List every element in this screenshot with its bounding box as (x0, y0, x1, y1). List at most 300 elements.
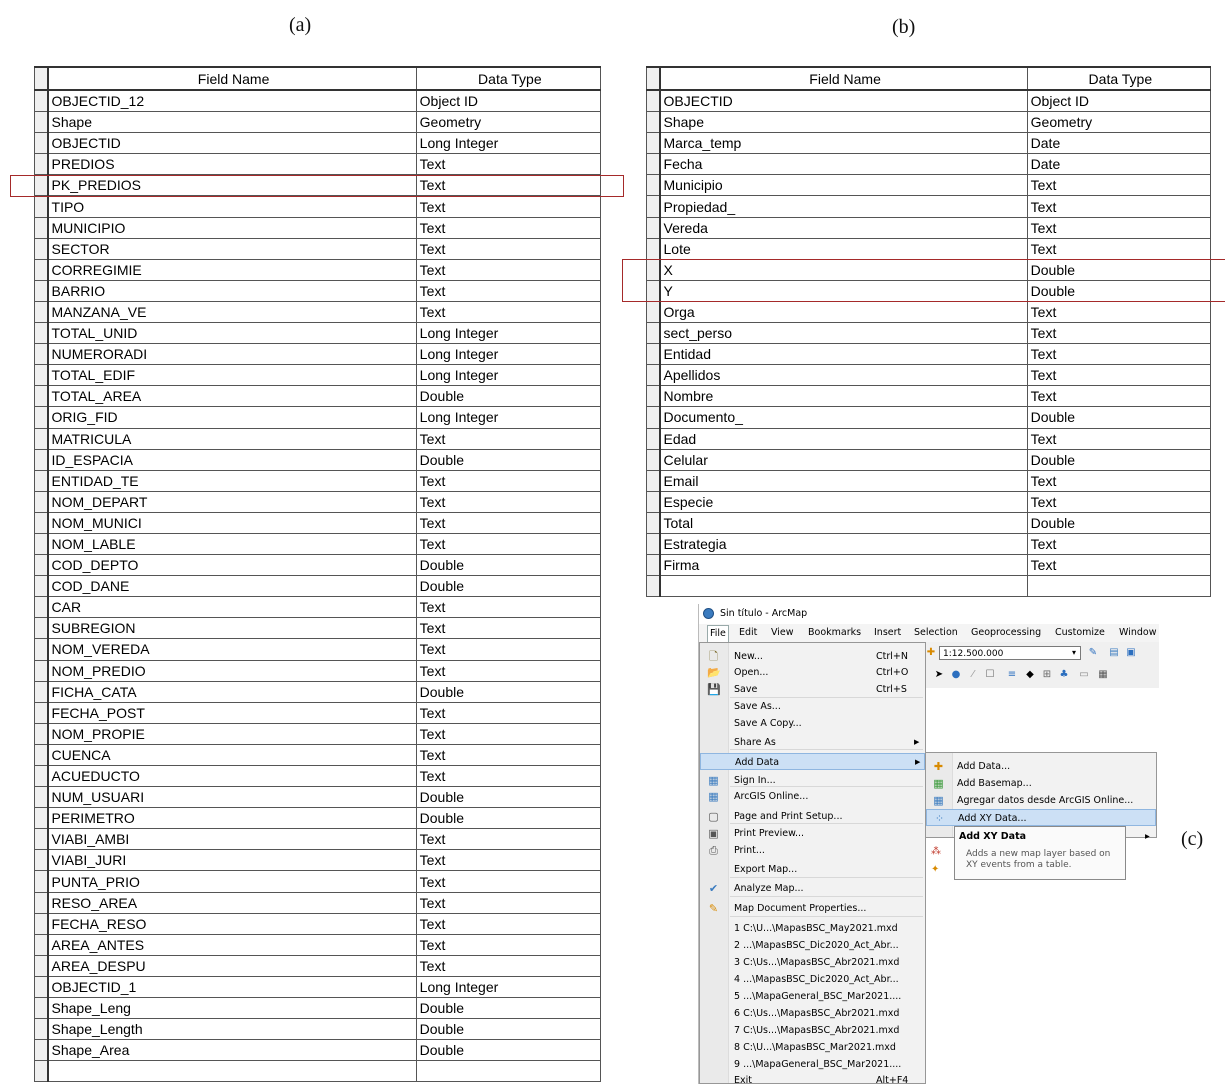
data-type-cell[interactable]: Long Integer (416, 133, 600, 154)
field-name-cell[interactable]: Estrategia (660, 533, 1028, 554)
table-row[interactable] (35, 470, 601, 491)
data-type-cell[interactable]: Text (1027, 470, 1210, 491)
table-row[interactable] (35, 766, 601, 787)
field-name-cell[interactable]: Especie (660, 491, 1028, 512)
table-row[interactable] (35, 428, 601, 449)
data-type-cell[interactable]: Text (1027, 428, 1210, 449)
file-menu-item-open[interactable] (700, 664, 925, 681)
row-selector[interactable] (647, 512, 660, 533)
data-type-cell[interactable]: Double (416, 998, 600, 1019)
file-menu-item-map-document-properties[interactable] (700, 900, 925, 917)
field-name-cell[interactable]: NOM_MUNICI (48, 512, 417, 533)
table-row[interactable] (647, 512, 1211, 533)
row-selector[interactable] (35, 976, 48, 997)
table-row[interactable] (35, 112, 601, 133)
row-selector[interactable] (35, 618, 48, 639)
file-menu-item-exit[interactable] (700, 1072, 925, 1084)
data-type-cell[interactable]: Text (416, 660, 600, 681)
field-name-cell[interactable]: PREDIOS (48, 154, 417, 175)
row-selector[interactable] (35, 112, 48, 133)
menu-insert[interactable]: Insert (874, 627, 902, 638)
field-name-cell[interactable]: Shape (660, 112, 1028, 133)
row-selector[interactable] (35, 196, 48, 217)
data-type-cell[interactable]: Double (1027, 449, 1210, 470)
table-row[interactable] (647, 112, 1211, 133)
row-selector[interactable] (35, 744, 48, 765)
data-type-cell[interactable]: Long Integer (416, 365, 600, 386)
row-selector[interactable] (35, 850, 48, 871)
file-menu-item-8-c-u-mapasbsc-mar2021-mxd[interactable] (700, 1039, 925, 1056)
route-events-icon[interactable]: ⁂ (931, 846, 941, 857)
field-name-cell[interactable]: NOM_LABLE (48, 533, 417, 554)
field-name-cell[interactable]: Celular (660, 449, 1028, 470)
file-menu-item-6-c-us-mapasbsc-abr2021-mxd[interactable] (700, 1005, 925, 1022)
field-name-cell[interactable]: Edad (660, 428, 1028, 449)
field-name-cell[interactable]: PERIMETRO (48, 808, 417, 829)
file-menu-item-analyze-map[interactable] (700, 880, 925, 897)
data-type-cell[interactable]: Text (1027, 365, 1210, 386)
row-selector[interactable] (35, 1061, 48, 1082)
data-type-cell[interactable]: Text (1027, 196, 1210, 217)
field-name-cell[interactable]: NUMERORADI (48, 344, 417, 365)
row-selector[interactable] (35, 892, 48, 913)
table-row[interactable] (647, 344, 1211, 365)
field-name-cell[interactable]: FECHA_RESO (48, 913, 417, 934)
field-name-cell[interactable]: Fecha (660, 154, 1028, 175)
field-name-cell[interactable]: AREA_DESPU (48, 955, 417, 976)
data-type-cell[interactable]: Text (416, 871, 600, 892)
row-selector[interactable] (647, 576, 660, 597)
file-menu-item-new[interactable] (700, 648, 925, 665)
row-selector[interactable] (647, 217, 660, 238)
data-type-cell[interactable] (416, 1061, 600, 1082)
data-type-cell[interactable]: Long Integer (416, 407, 600, 428)
data-type-cell[interactable]: Text (416, 217, 600, 238)
data-type-cell[interactable]: Double (416, 808, 600, 829)
row-selector[interactable] (647, 90, 660, 112)
table-row[interactable] (647, 259, 1211, 280)
data-type-cell[interactable]: Text (416, 829, 600, 850)
row-selector-header[interactable] (647, 67, 660, 90)
field-name-cell[interactable]: NOM_DEPART (48, 491, 417, 512)
table-row[interactable] (647, 449, 1211, 470)
field-name-cell[interactable]: Total (660, 512, 1028, 533)
data-type-cell[interactable]: Text (1027, 217, 1210, 238)
data-type-cell[interactable]: Geometry (1027, 112, 1210, 133)
table-row[interactable] (35, 913, 601, 934)
data-type-cell[interactable]: Text (416, 723, 600, 744)
file-menu-item-add-data[interactable] (700, 753, 925, 770)
field-name-cell[interactable]: Marca_temp (660, 133, 1028, 154)
data-type-cell[interactable]: Double (1027, 512, 1210, 533)
table-row[interactable] (35, 365, 601, 386)
file-menu-item-5-mapageneral-bsc-mar2021[interactable] (700, 988, 925, 1005)
field-name-cell[interactable]: Shape_Area (48, 1040, 417, 1061)
data-type-cell[interactable]: Double (1027, 407, 1210, 428)
table-row[interactable] (35, 1019, 601, 1040)
row-selector[interactable] (35, 280, 48, 301)
row-selector[interactable] (35, 133, 48, 154)
field-name-cell[interactable]: Municipio (660, 175, 1028, 196)
find-icon[interactable]: ◆ (1026, 669, 1034, 680)
add-data-icon[interactable]: ✚ (926, 647, 936, 658)
table-row[interactable] (35, 681, 601, 702)
table-row[interactable] (35, 998, 601, 1019)
field-name-cell[interactable]: MUNICIPIO (48, 217, 417, 238)
field-name-cell[interactable]: ID_ESPACIA (48, 449, 417, 470)
row-selector[interactable] (35, 1040, 48, 1061)
field-name-cell[interactable]: CUENCA (48, 744, 417, 765)
row-selector[interactable] (647, 470, 660, 491)
table-row[interactable] (35, 576, 601, 597)
measure-icon[interactable]: ≡ (1007, 669, 1017, 680)
field-name-cell[interactable]: Email (660, 470, 1028, 491)
menu-customize[interactable]: Customize (1055, 627, 1105, 638)
menu-bookmarks[interactable]: Bookmarks (808, 627, 862, 638)
query-layer-icon[interactable]: ✦ (931, 864, 940, 875)
row-selector[interactable] (35, 702, 48, 723)
field-name-cell[interactable]: TOTAL_AREA (48, 386, 417, 407)
data-type-cell[interactable]: Text (416, 470, 600, 491)
field-name-cell[interactable]: OBJECTID_12 (48, 90, 417, 112)
hyperlink-icon[interactable]: ☐ (985, 669, 995, 680)
table-row[interactable] (35, 217, 601, 238)
field-name-cell[interactable]: TOTAL_UNID (48, 323, 417, 344)
field-name-cell[interactable]: Shape_Length (48, 1019, 417, 1040)
row-selector[interactable] (35, 998, 48, 1019)
file-menu-item-print-preview[interactable] (700, 825, 925, 842)
row-selector[interactable] (35, 871, 48, 892)
field-name-cell[interactable]: ACUEDUCTO (48, 766, 417, 787)
row-selector[interactable] (35, 470, 48, 491)
file-menu-item-1-c-u-mapasbsc-may2021-mxd[interactable] (700, 920, 925, 937)
table-row[interactable] (647, 386, 1211, 407)
table-row[interactable] (35, 702, 601, 723)
table-row[interactable] (647, 491, 1211, 512)
table-row[interactable] (647, 428, 1211, 449)
file-menu-item-save-as[interactable] (700, 698, 925, 715)
menu-edit[interactable]: Edit (739, 627, 758, 638)
table-row[interactable] (647, 323, 1211, 344)
field-name-cell[interactable]: Vereda (660, 217, 1028, 238)
column-header-field-name[interactable]: Field Name (48, 67, 417, 90)
data-type-cell[interactable]: Text (416, 154, 600, 175)
data-type-cell[interactable]: Object ID (416, 90, 600, 112)
field-name-cell[interactable]: BARRIO (48, 280, 417, 301)
submenu-item-add-data[interactable] (926, 758, 1156, 775)
create-viewer-window-icon[interactable]: ▦ (1098, 669, 1108, 680)
field-name-cell[interactable]: RESO_AREA (48, 892, 417, 913)
go-to-xy-icon[interactable]: ♣ (1059, 669, 1069, 680)
file-menu-item-2-mapasbsc-dic2020-act-abr[interactable] (700, 937, 925, 954)
file-menu-item-export-map[interactable] (700, 861, 925, 878)
table-row[interactable] (35, 787, 601, 808)
data-type-cell[interactable]: Long Integer (416, 976, 600, 997)
data-type-cell[interactable]: Date (1027, 154, 1210, 175)
data-type-cell[interactable]: Text (416, 618, 600, 639)
editor-toolbar-icon[interactable]: ✎ (1088, 647, 1098, 658)
row-selector[interactable] (35, 1019, 48, 1040)
row-selector[interactable] (35, 90, 48, 112)
table-row[interactable] (35, 744, 601, 765)
data-type-cell[interactable]: Double (1027, 259, 1210, 280)
table-row[interactable] (35, 491, 601, 512)
row-selector[interactable] (647, 491, 660, 512)
row-selector[interactable] (647, 301, 660, 322)
submenu-item-agregar-datos-desde-arcgis-online[interactable] (926, 792, 1156, 809)
field-name-cell[interactable]: X (660, 259, 1028, 280)
table-row[interactable] (647, 280, 1211, 301)
data-type-cell[interactable]: Text (416, 597, 600, 618)
data-type-cell[interactable]: Double (416, 1019, 600, 1040)
row-selector[interactable] (35, 576, 48, 597)
data-type-cell[interactable]: Geometry (416, 112, 600, 133)
data-type-cell[interactable]: Text (1027, 491, 1210, 512)
row-selector[interactable] (647, 133, 660, 154)
table-row[interactable] (35, 449, 601, 470)
table-row[interactable] (35, 90, 601, 112)
data-type-cell[interactable]: Text (1027, 238, 1210, 259)
row-selector[interactable] (35, 555, 48, 576)
data-type-cell[interactable]: Text (416, 196, 600, 217)
row-selector[interactable] (647, 238, 660, 259)
table-row[interactable] (35, 934, 601, 955)
table-row[interactable] (647, 407, 1211, 428)
table-row[interactable] (647, 217, 1211, 238)
field-name-cell[interactable]: sect_perso (660, 323, 1028, 344)
field-name-cell[interactable]: PK_PREDIOS (48, 175, 417, 196)
table-row[interactable] (647, 470, 1211, 491)
row-selector[interactable] (35, 301, 48, 322)
time-slider-icon[interactable]: ▭ (1079, 669, 1089, 680)
table-row[interactable] (35, 829, 601, 850)
data-type-cell[interactable]: Double (416, 576, 600, 597)
data-type-cell[interactable]: Long Integer (416, 344, 600, 365)
row-selector[interactable] (35, 512, 48, 533)
row-selector[interactable] (35, 491, 48, 512)
field-name-cell[interactable]: Lote (660, 238, 1028, 259)
field-name-cell[interactable]: AREA_ANTES (48, 934, 417, 955)
row-selector[interactable] (35, 217, 48, 238)
row-selector[interactable] (35, 955, 48, 976)
data-type-cell[interactable]: Text (416, 428, 600, 449)
data-type-cell[interactable]: Double (416, 1040, 600, 1061)
menu-view[interactable]: View (771, 627, 794, 638)
column-header-field-name[interactable]: Field Name (660, 67, 1028, 90)
row-selector[interactable] (647, 386, 660, 407)
field-name-cell[interactable]: ORIG_FID (48, 407, 417, 428)
row-selector[interactable] (35, 407, 48, 428)
table-row[interactable] (647, 238, 1211, 259)
row-selector[interactable] (647, 280, 660, 301)
column-header-data-type[interactable]: Data Type (416, 67, 600, 90)
file-menu-item-3-c-us-mapasbsc-abr2021-mxd[interactable] (700, 954, 925, 971)
table-row[interactable] (35, 597, 601, 618)
table-row[interactable] (35, 892, 601, 913)
row-selector[interactable] (35, 829, 48, 850)
menu-file[interactable]: File (707, 625, 729, 643)
data-type-cell[interactable]: Text (1027, 344, 1210, 365)
row-selector[interactable] (35, 723, 48, 744)
menu-selection[interactable]: Selection (914, 627, 958, 638)
table-row[interactable] (35, 618, 601, 639)
data-type-cell[interactable]: Text (416, 533, 600, 554)
data-type-cell[interactable]: Text (416, 766, 600, 787)
field-name-cell[interactable]: NOM_PROPIE (48, 723, 417, 744)
field-name-cell[interactable]: Entidad (660, 344, 1028, 365)
table-row[interactable] (35, 386, 601, 407)
row-selector[interactable] (35, 766, 48, 787)
row-selector[interactable] (647, 365, 660, 386)
row-selector[interactable] (35, 533, 48, 554)
table-row[interactable] (647, 555, 1211, 576)
table-row[interactable] (35, 1040, 601, 1061)
table-row[interactable] (35, 850, 601, 871)
table-row[interactable] (35, 259, 601, 280)
file-menu-item-9-mapageneral-bsc-mar2021[interactable] (700, 1056, 925, 1073)
row-selector[interactable] (35, 660, 48, 681)
data-type-cell[interactable]: Double (416, 681, 600, 702)
row-selector[interactable] (35, 386, 48, 407)
field-name-cell[interactable]: NOM_PREDIO (48, 660, 417, 681)
table-row[interactable] (35, 344, 601, 365)
field-name-cell[interactable]: COD_DEPTO (48, 555, 417, 576)
table-row[interactable] (35, 407, 601, 428)
row-selector[interactable] (35, 323, 48, 344)
field-name-cell[interactable]: CORREGIMIE (48, 259, 417, 280)
field-name-cell[interactable]: FICHA_CATA (48, 681, 417, 702)
data-type-cell[interactable]: Double (416, 386, 600, 407)
table-row[interactable] (35, 871, 601, 892)
table-row[interactable] (35, 533, 601, 554)
data-type-cell[interactable]: Text (416, 934, 600, 955)
row-selector[interactable] (647, 259, 660, 280)
row-selector[interactable] (35, 259, 48, 280)
table-row[interactable] (647, 133, 1211, 154)
row-selector[interactable] (35, 597, 48, 618)
table-row[interactable] (647, 154, 1211, 175)
field-name-cell[interactable]: NUM_USUARI (48, 787, 417, 808)
row-selector[interactable] (35, 913, 48, 934)
table-row[interactable] (35, 175, 601, 196)
data-type-cell[interactable]: Text (1027, 386, 1210, 407)
table-row[interactable] (647, 175, 1211, 196)
row-selector[interactable] (35, 428, 48, 449)
data-type-cell[interactable]: Text (416, 259, 600, 280)
data-type-cell[interactable]: Text (1027, 555, 1210, 576)
field-name-cell[interactable]: NOM_VEREDA (48, 639, 417, 660)
file-menu-item-7-c-us-mapasbsc-abr2021-mxd[interactable] (700, 1022, 925, 1039)
file-menu-item-print[interactable] (700, 842, 925, 859)
table-row[interactable] (647, 576, 1211, 597)
data-type-cell[interactable]: Text (1027, 301, 1210, 322)
field-name-cell[interactable]: Shape_Leng (48, 998, 417, 1019)
data-type-cell[interactable]: Text (416, 238, 600, 259)
data-type-cell[interactable]: Text (416, 639, 600, 660)
row-selector[interactable] (35, 787, 48, 808)
field-name-cell[interactable] (660, 576, 1028, 597)
data-type-cell[interactable]: Text (416, 301, 600, 322)
row-selector[interactable] (35, 639, 48, 660)
row-selector[interactable] (35, 808, 48, 829)
data-type-cell[interactable]: Double (416, 449, 600, 470)
row-selector[interactable] (647, 533, 660, 554)
field-name-cell[interactable]: VIABI_JURI (48, 850, 417, 871)
data-type-cell[interactable]: Double (416, 787, 600, 808)
field-name-cell[interactable]: PUNTA_PRIO (48, 871, 417, 892)
row-selector[interactable] (647, 344, 660, 365)
field-name-cell[interactable]: TOTAL_EDIF (48, 365, 417, 386)
file-menu-item-arcgis-online[interactable] (700, 788, 925, 805)
html-popup-icon[interactable]: ⁄ (972, 669, 974, 680)
row-selector[interactable] (647, 323, 660, 344)
catalog-icon[interactable]: ▣ (1126, 647, 1136, 658)
data-type-cell[interactable]: Double (1027, 280, 1210, 301)
map-scale-dropdown[interactable]: 1:12.500.000 (939, 646, 1081, 660)
file-menu-item-save-a-copy[interactable] (700, 715, 925, 732)
field-name-cell[interactable]: Orga (660, 301, 1028, 322)
field-name-cell[interactable]: OBJECTID (48, 133, 417, 154)
field-name-cell[interactable]: OBJECTID (660, 90, 1028, 112)
table-row[interactable] (35, 301, 601, 322)
menu-geoprocessing[interactable]: Geoprocessing (971, 627, 1042, 638)
field-name-cell[interactable]: Documento_ (660, 407, 1028, 428)
table-row[interactable] (647, 90, 1211, 112)
data-type-cell[interactable]: Text (416, 702, 600, 723)
row-selector[interactable] (647, 407, 660, 428)
row-selector[interactable] (647, 112, 660, 133)
data-type-cell[interactable]: Text (416, 175, 600, 196)
table-row[interactable] (35, 512, 601, 533)
row-selector[interactable] (35, 344, 48, 365)
submenu-item-add-xy-data[interactable] (926, 809, 1156, 826)
data-type-cell[interactable]: Text (416, 491, 600, 512)
data-type-cell[interactable]: Date (1027, 133, 1210, 154)
table-row[interactable] (35, 660, 601, 681)
identify-icon[interactable]: ● (951, 669, 961, 680)
table-row[interactable] (35, 196, 601, 217)
data-type-cell[interactable]: Text (416, 280, 600, 301)
field-name-cell[interactable]: COD_DANE (48, 576, 417, 597)
row-selector[interactable] (647, 555, 660, 576)
row-selector[interactable] (647, 175, 660, 196)
table-row[interactable] (35, 976, 601, 997)
field-name-cell[interactable]: Shape (48, 112, 417, 133)
field-name-cell[interactable]: TIPO (48, 196, 417, 217)
row-selector[interactable] (35, 238, 48, 259)
table-row[interactable] (35, 238, 601, 259)
data-type-cell[interactable]: Long Integer (416, 323, 600, 344)
table-row[interactable] (647, 533, 1211, 554)
field-name-cell[interactable] (48, 1061, 417, 1082)
data-type-cell[interactable]: Text (416, 744, 600, 765)
table-row[interactable] (647, 196, 1211, 217)
data-type-cell[interactable]: Object ID (1027, 90, 1210, 112)
select-elements-icon[interactable]: ➤ (934, 669, 944, 680)
table-of-contents-icon[interactable]: ▤ (1109, 647, 1119, 658)
data-type-cell[interactable]: Text (1027, 323, 1210, 344)
field-name-cell[interactable]: SECTOR (48, 238, 417, 259)
data-type-cell[interactable]: Text (416, 892, 600, 913)
table-row[interactable] (35, 555, 601, 576)
table-row[interactable] (35, 280, 601, 301)
row-selector[interactable] (35, 681, 48, 702)
row-selector[interactable] (35, 175, 48, 196)
data-type-cell[interactable]: Text (416, 955, 600, 976)
row-selector-header[interactable] (35, 67, 48, 90)
table-row[interactable] (35, 723, 601, 744)
row-selector[interactable] (647, 196, 660, 217)
